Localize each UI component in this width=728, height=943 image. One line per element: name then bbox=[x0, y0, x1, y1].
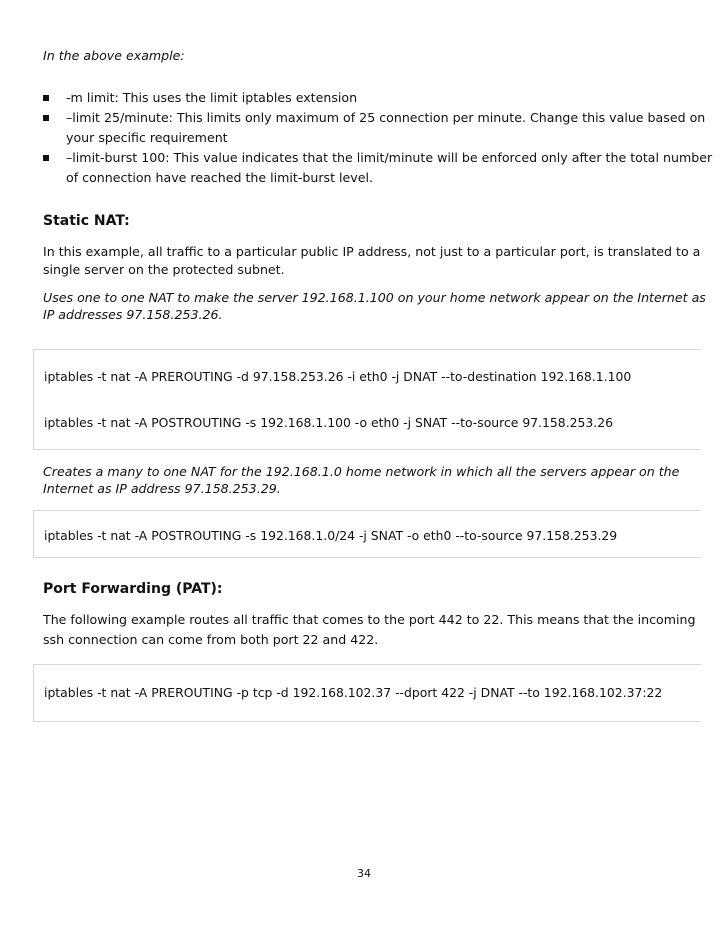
bullet-text: -m limit: This uses the limit iptables extension bbox=[66, 90, 358, 105]
section-heading-port-forwarding: Port Forwarding (PAT): bbox=[43, 581, 223, 597]
italic-paragraph-line: Internet as IP address 97.158.253.29. bbox=[43, 481, 281, 496]
bullet-text-continued: your specific requirement bbox=[66, 130, 228, 145]
paragraph-line: In this example, all traffic to a particular public IP address, not just to a particular port, is translated to a bbox=[43, 244, 701, 259]
page-number: 34 bbox=[357, 867, 371, 880]
code-block bbox=[33, 510, 701, 558]
code-line: iptables -t nat -A PREROUTING -p tcp -d 192.168.102.37 --dport 422 -j DNAT --to 192.168.102.37:22 bbox=[44, 685, 663, 700]
code-line: iptables -t nat -A POSTROUTING -s 192.168.1.100 -o eth0 -j SNAT --to-source 97.158.253.26 bbox=[44, 415, 613, 430]
bullet-square-icon bbox=[43, 95, 49, 101]
code-block bbox=[33, 664, 701, 722]
code-block bbox=[33, 349, 701, 450]
bullet-text: –limit-burst 100: This value indicates that the limit/minute will be enforced only after the total number bbox=[66, 150, 713, 165]
bullet-square-icon bbox=[43, 115, 49, 121]
bullet-text-continued: of connection have reached the limit-burst level. bbox=[66, 170, 373, 185]
bullet-text: –limit 25/minute: This limits only maximum of 25 connection per minute. Change this value based on bbox=[66, 110, 706, 125]
bullet-square-icon bbox=[43, 155, 49, 161]
paragraph-line: single server on the protected subnet. bbox=[43, 262, 285, 277]
intro-text: In the above example: bbox=[43, 48, 185, 63]
code-line: iptables -t nat -A PREROUTING -d 97.158.253.26 -i eth0 -j DNAT --to-destination 192.168.1.100 bbox=[44, 369, 632, 384]
paragraph-line: The following example routes all traffic that comes to the port 442 to 22. This means that the incoming bbox=[43, 612, 696, 627]
code-line: iptables -t nat -A POSTROUTING -s 192.168.1.0/24 -j SNAT -o eth0 --to-source 97.158.253.29 bbox=[44, 528, 618, 543]
italic-paragraph-line: Uses one to one NAT to make the server 192.168.1.100 on your home network appear on the Internet as bbox=[43, 290, 706, 305]
paragraph-line: ssh connection can come from both port 22 and 422. bbox=[43, 632, 379, 647]
italic-paragraph-line: Creates a many to one NAT for the 192.168.1.0 home network in which all the servers appear on the bbox=[43, 464, 680, 479]
italic-paragraph-line: IP addresses 97.158.253.26. bbox=[43, 307, 223, 322]
section-heading-static-nat: Static NAT: bbox=[43, 213, 130, 229]
